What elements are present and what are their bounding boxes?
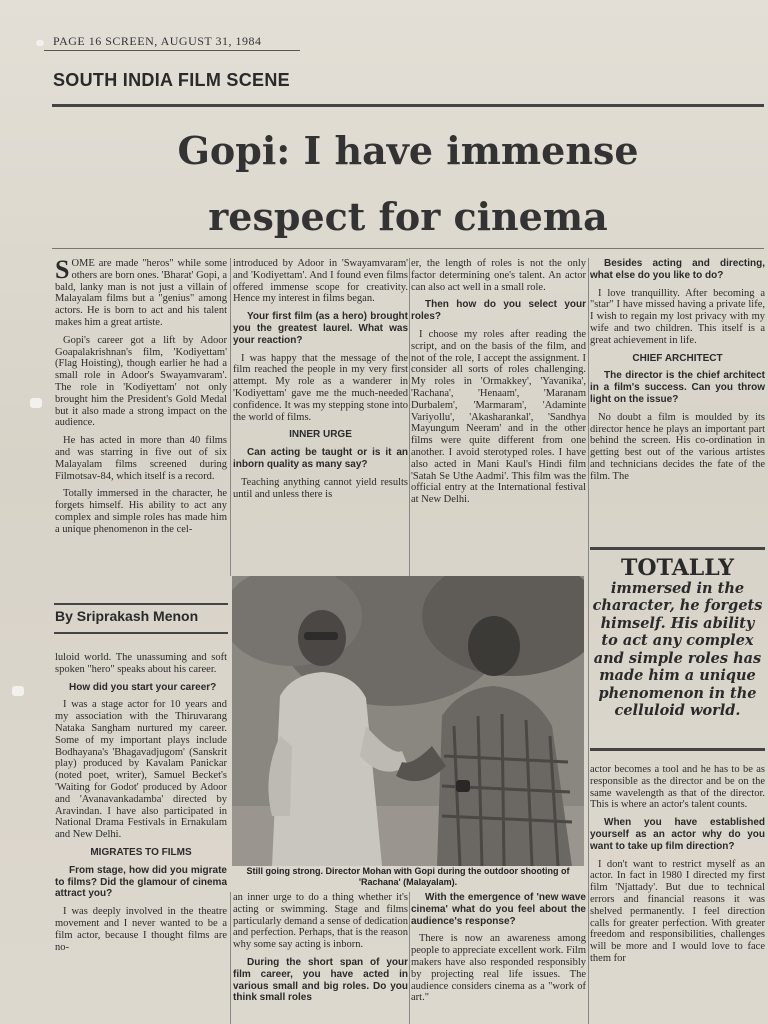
paragraph: There is now an awareness among people to appreciate excellent work. Film makers have also responded responsibly by projecting real life issues. The audience considers cinema as a "work of art." <box>411 933 586 1004</box>
interview-question: Besides acting and directing, what else do you like to do? <box>590 258 765 281</box>
headline-rule <box>52 248 764 249</box>
paragraph: Totally immersed in the character, he forgets himself. His ability to act any complex and simple roles has made him a unique phenomenon in the cel- <box>55 488 227 535</box>
drop-cap: S <box>55 258 70 284</box>
paragraph: No doubt a film is moulded by its director hence he plays an important part behind the screen. His co-ordination in getting best out of the various artistes and technicians decides the fate of the film. The <box>590 411 765 482</box>
paper-mark <box>36 40 44 46</box>
byline-rule <box>54 632 228 634</box>
article-column-1 <box>55 258 227 602</box>
paragraph: I was deeply involved in the theatre movement and I never wanted to be a film actor, because I thought films are no- <box>55 906 227 953</box>
headline-line-2: respect for cinema <box>208 194 608 239</box>
article-column-1-continued <box>55 652 227 1024</box>
interview-question: How did you start your career? <box>69 681 217 693</box>
column-divider <box>409 892 410 1024</box>
paragraph: I choose my roles after reading the script, and on the basis of the film, and not of the role, I accept the assignment. I consider all sorts of roles challenging. My roles in 'Ormakkey', 'Yavanika', 'Rachana', 'Henaam', 'Maranam Durbalem', 'Marmaram', 'Adaminte Variyollu', 'Akasharankal', 'Sandhya Mayungum Neeram' and in the other films were quite different from one another. I avoid sterotyped roles. I have also acted in Mani Kaul's Hindi film 'Satah Se Uthe Aadmi'. This film was the official entry at the International festival at New Delhi. <box>411 328 586 506</box>
paper-mark <box>12 686 24 696</box>
column-divider <box>409 258 410 576</box>
paragraph: Gopi's career got a lift by Adoor Goapalakrishnan's film, 'Kodiyettam' (Flag Hoisting), though earlier he had a small role in Adoor's Swayamvaram'. The role in 'Kodiyettam' not only brought him the President's Gold Medal but it also made a strong impact on the audience. <box>55 334 227 429</box>
photo-illustration <box>232 576 584 866</box>
article-column-3 <box>411 258 586 576</box>
paragraph: actor becomes a tool and he has to be as responsible as the director and be on the same wavelength as that of the director. This is where an actor's talent counts. <box>590 764 765 811</box>
byline: By Sriprakash Menon <box>55 608 199 624</box>
interview-question: When you have established yourself as an actor why do you want to take up film direction? <box>590 817 765 852</box>
article-column-2-continued <box>233 892 408 1024</box>
interview-question: With the emergence of 'new wave cinema' what do you feel about the audience's response? <box>411 892 586 927</box>
subheading: MIGRATES TO FILMS <box>90 846 192 858</box>
paragraph: I was happy that the message of the film reached the people in my very first attempt. My role as a wanderer in 'Kodiyettam' gave me the much-needed confidence. It was my stepping stone into the world of films. <box>233 352 408 423</box>
paragraph: an inner urge to do a thing whether it's acting or swimming. Stage and films particularly demand a sense of dedication and perfection. Perhaps, that is the reason why some say acting is inborn. <box>233 892 408 951</box>
subheading: CHIEF ARCHITECT <box>632 352 723 364</box>
interview-question: Your first film (as a hero) brought you the greatest laurel. What was your reaction? <box>233 311 408 346</box>
interview-question: The director is the chief architect in a film's success. Can you throw light on the issue? <box>590 370 765 405</box>
dateline-rule <box>44 50 300 51</box>
section-rule <box>52 104 764 107</box>
paragraph: er, the length of roles is not the only factor determining one's talent. An actor can also act well in a small role. <box>411 258 586 293</box>
paragraph: I was a stage actor for 10 years and my association with the Thiruvarang Nataka Sangham nurtured my career. Some of my important plays include Bodhayana's 'Bhagavadjugom' (Sanskrit play) produced by Kavalam Panickar (noted poet, writer), Samuel Becket's 'Waiting for Godot' produced by Adoor and 'Avanavankadamba' directed by Aravindan. I have also participated in National Drama Festivals in Ernakulam and New Delhi. <box>55 699 227 841</box>
section-heading: SOUTH INDIA FILM SCENE <box>53 70 290 90</box>
interview-question: From stage, how did you migrate to films? Did the glamour of cinema attract you? <box>55 864 227 900</box>
byline-rule <box>54 603 228 605</box>
article-column-4 <box>590 258 765 544</box>
pull-quote-lead: TOTALLY <box>620 555 734 581</box>
pullquote-rule <box>590 547 765 550</box>
interview-question: Then how do you select your roles? <box>411 299 586 323</box>
interview-question: Can acting be taught or is it an inborn quality as many say? <box>233 447 408 470</box>
column-divider <box>230 258 231 576</box>
paragraph: He has acted in more than 40 films and was starring in five out of six Malayalam films screened during Filmotsav-84, which itself is a record. <box>55 435 227 482</box>
pull-quote-text: immersed in the character, he forgets himself. His ability to act any complex and simple roles has made him a unique phenomenon in the celluloid world. <box>592 579 763 719</box>
paper-mark <box>30 398 42 408</box>
photo-caption: Still going strong. Director Mohan with Gopi during the outdoor shooting of 'Rachana' (Malayalam). <box>246 866 570 887</box>
headline-line-1: Gopi: I have immense <box>177 128 639 173</box>
paragraph: I don't want to restrict myself as an actor. In fact in 1980 I directed my first film 'Njattady'. But due to technical errors and financial reasons it was shelved permanently. I feel direction calls for greater perfection. With greater freedom and responsibilities, challenges will be more and I would love to face them for <box>590 858 765 964</box>
article-column-3-continued <box>411 892 586 1024</box>
paragraph: I love tranquillity. After becoming a "star" I have missed having a private life, I wish to regain my lost privacy with my wife and two children. This itself is a great achievement in life. <box>590 287 765 346</box>
paragraph: luloid world. The unassuming and soft spoken "hero" speaks about his career. <box>55 652 227 675</box>
interview-question: During the short span of your film career, you have acted in various small and big roles. Do you think small roles <box>233 956 408 1004</box>
column-divider <box>230 892 231 1024</box>
pull-quote <box>590 555 765 720</box>
article-column-2 <box>233 258 408 576</box>
paragraph: Teaching anything cannot yield results until and unless there is <box>233 476 408 500</box>
subheading: INNER URGE <box>289 429 352 441</box>
column-divider <box>588 258 589 1024</box>
dateline: PAGE 16 SCREEN, AUGUST 31, 1984 <box>53 34 262 48</box>
paragraph: introduced by Adoor in 'Swayamvaram' and 'Kodiyettam'. And I found even films offered immense scope for creativity. Hence my interest in films began. <box>233 258 408 305</box>
photograph <box>232 576 584 866</box>
pullquote-rule <box>590 748 765 751</box>
article-column-4-continued <box>590 764 765 1024</box>
paragraph: OME are made "heros" while some others are born ones. 'Bharat' Gopi, a bald, lanky man is not just a villain of Malayalam films but a "genius" among actors. He is born to act and his talent makes him a great artiste. <box>55 258 227 328</box>
